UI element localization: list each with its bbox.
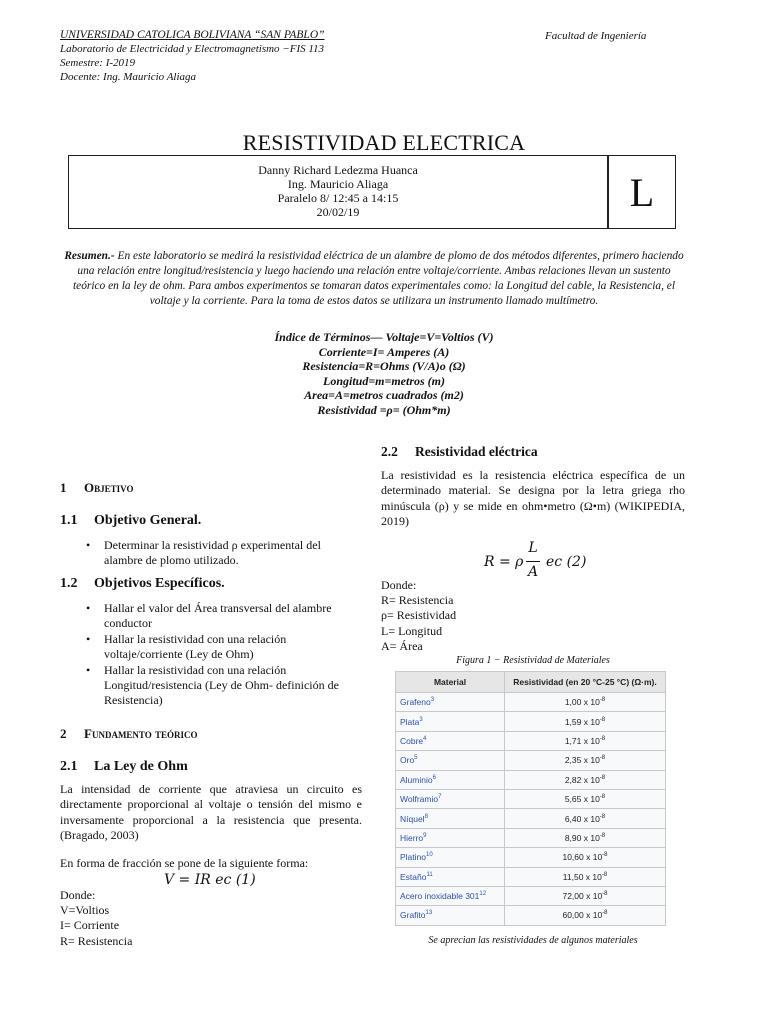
resistivity-cell <box>505 867 666 886</box>
material-name[interactable]: Níquel <box>400 813 425 824</box>
section-title: Objetivo General. <box>94 513 202 528</box>
resistivity-mantissa: 2,35 x 10 <box>564 755 600 766</box>
section-2-1-heading <box>60 759 188 775</box>
material-name-cell[interactable] <box>396 809 505 828</box>
author-line: Danny Richard Ledezma Huanca <box>258 163 418 177</box>
section-2-heading <box>60 726 198 742</box>
equation-1: V = IR ec (1) <box>164 872 256 888</box>
table-row <box>396 828 666 847</box>
resistivity-exponent: -8 <box>602 891 608 898</box>
equation-2 <box>484 540 624 584</box>
section-number: 1.1 <box>60 513 78 528</box>
resistivity-cell <box>505 731 666 750</box>
material-name[interactable]: Grafeno <box>400 697 431 708</box>
resistivity-mantissa: 60,00 x 10 <box>562 910 603 921</box>
resistivity-exponent: -8 <box>599 794 606 801</box>
group-letter: L <box>608 155 676 229</box>
variable-item: I= Corriente <box>60 918 120 933</box>
variable-item: R= Resistencia <box>60 933 133 948</box>
section-title: Objetivos Específicos. <box>94 576 225 591</box>
list-item-text: Hallar la resistividad con una relación voltaje/corriente (Ley de Ohm) <box>104 632 287 661</box>
resistivity-exponent: -8 <box>602 910 608 917</box>
term-line: Area=A=metros cuadrados (m2) <box>304 388 464 403</box>
resistivity-mantissa: 1,00 x 10 <box>564 697 600 708</box>
table-row <box>396 789 666 808</box>
resistivity-exponent: -8 <box>601 871 608 878</box>
material-ref[interactable]: 12 <box>479 891 487 898</box>
list-item-text: Determinar la resistividad ρ experimental del alambre de plomo utilizado. <box>104 538 321 567</box>
section-number: 2.2 <box>381 444 398 459</box>
material-ref[interactable]: 13 <box>425 910 433 917</box>
table-header-row <box>396 672 666 693</box>
index-terms <box>0 330 768 418</box>
page-title: RESISTIVIDAD ELECTRICA <box>242 130 526 155</box>
column-header-material: Material <box>396 672 505 693</box>
material-ref[interactable]: 11 <box>426 871 433 878</box>
resistivity-mantissa: 5,65 x 10 <box>564 794 600 805</box>
resistivity-exponent: -8 <box>599 833 606 840</box>
semester: Semestre: I-2019 <box>60 57 136 69</box>
table-row <box>396 712 666 731</box>
material-name[interactable]: Acero inoxidable 301 <box>400 891 480 902</box>
material-name[interactable]: Oro <box>400 755 415 766</box>
material-ref[interactable]: 3 <box>419 716 423 723</box>
material-name[interactable]: Plata <box>400 716 420 727</box>
resistivity-cell <box>505 751 666 770</box>
section-title: Objetivo <box>84 480 134 495</box>
section-title: Fundamento teórico <box>84 726 198 741</box>
list-item: • Determinar la resistividad ρ experimental del alambre de plomo utilizado. <box>86 538 321 567</box>
section-number: 2.1 <box>60 759 78 774</box>
material-name-cell[interactable] <box>396 770 505 789</box>
material-name[interactable]: Cobre <box>400 735 424 746</box>
teacher: Docente: Ing. Mauricio Aliaga <box>60 71 197 83</box>
specific-objectives-list <box>60 601 360 709</box>
material-ref[interactable]: 6 <box>432 774 436 781</box>
variable-list <box>60 903 132 949</box>
list-item: • Hallar el valor del Área transversal del alambre conductor <box>86 601 332 630</box>
table-row <box>396 848 666 867</box>
list-item: • Hallar la resistividad con una relación Longitud/resistencia (Ley de Ohm- definición de Resistencia) <box>86 663 339 707</box>
table-row <box>396 886 666 905</box>
resistivity-exponent: -8 <box>599 697 606 704</box>
list-item: • Hallar la resistividad con una relación voltaje/corriente (Ley de Ohm) <box>86 632 287 661</box>
variable-item: A= Área <box>381 639 423 654</box>
faculty: Facultad de Ingeniería <box>545 30 647 42</box>
lab-name: Laboratorio de Electricidad y Electromagnetismo −FIS 113 <box>60 43 325 55</box>
material-name-cell[interactable] <box>396 712 505 731</box>
materials-table <box>395 671 666 926</box>
term-line: Resistividad =ρ= (Ohm*m) <box>317 402 451 417</box>
figure-caption: Figura 1 − Resistividad de Materiales <box>456 655 610 666</box>
material-ref[interactable]: 10 <box>426 852 433 859</box>
material-ref[interactable]: 8 <box>424 813 428 820</box>
material-name[interactable]: Wolframio <box>400 794 439 805</box>
material-name-cell[interactable] <box>396 731 505 750</box>
where-label: Donde: <box>60 888 96 902</box>
material-name[interactable]: Aluminio <box>400 774 433 785</box>
material-name-cell[interactable] <box>396 693 505 712</box>
section-1-1-heading <box>60 513 201 529</box>
resistivity-exponent: -8 <box>599 774 606 781</box>
material-ref[interactable]: 9 <box>423 833 427 840</box>
material-name[interactable]: Estaño <box>400 871 427 882</box>
eq2-numerator: L <box>528 540 538 556</box>
resistivity-cell <box>505 770 666 789</box>
abstract <box>62 249 686 309</box>
resistivity-cell <box>505 693 666 712</box>
material-name-cell[interactable] <box>396 789 505 808</box>
eq2-lhs: R = ρ <box>484 554 524 570</box>
material-name[interactable]: Platino <box>400 852 426 863</box>
resistivity-mantissa: 72,00 x 10 <box>562 891 603 902</box>
term-line: Índice de Términos— Voltaje=V=Voltios (V) <box>274 330 494 344</box>
material-ref[interactable]: 7 <box>438 794 442 801</box>
author-line: 20/02/19 <box>316 205 360 219</box>
eq2-denominator: A <box>527 564 539 580</box>
abstract-text: En este laboratorio se medirá la resistividad eléctrica de un alambre de plomo de dos métodos diferentes, primero haciendo una relación entre longitud/resistencia y luego haciendo una relación entre voltaje/corriente. Ambas relaciones llevan un sustento teórico en la ley de ohm. Para ambos experimentos se tomaran datos experimentales como: la Longitud del cable, la Resistencia, el voltaje y la corriente. Para la toma de estos datos se utilizara un instrumento llamado multímetro. <box>72 250 684 307</box>
resistivity-cell <box>505 712 666 731</box>
variable-list <box>381 593 456 655</box>
section-number: 1.2 <box>60 576 78 591</box>
resistivity-cell <box>505 886 666 905</box>
author-lines <box>68 163 608 219</box>
university-name: UNIVERSIDAD CATOLICA BOLIVIANA “SAN PABLO” <box>60 29 325 41</box>
material-name-cell[interactable] <box>396 848 505 867</box>
material-ref[interactable]: 5 <box>414 755 418 762</box>
resistivity-exponent: -8 <box>602 852 608 859</box>
material-ref[interactable]: 3 <box>430 697 435 704</box>
variable-item: ρ= Resistividad <box>381 608 457 623</box>
table-row <box>396 867 666 886</box>
material-name-cell[interactable] <box>396 867 505 886</box>
variable-item: L= Longitud <box>381 623 443 638</box>
resistivity-mantissa: 6,40 x 10 <box>564 813 600 824</box>
resistivity-exponent: -8 <box>599 736 606 743</box>
term-line: Resistencia=R=Ohms (V/A)o (Ω) <box>302 359 466 374</box>
resistivity-mantissa: 11,50 x 10 <box>562 871 602 882</box>
author-line: Paralelo 8/ 12:45 a 14:15 <box>277 191 399 205</box>
section-1-heading <box>60 480 133 496</box>
resistivity-paragraph: La resistividad es la resistencia eléctrica específica de un determinado material. Se designa por la letra griega rho minúscula (ρ) y se mide en ohm•metro (Ω•m) (WIKIPEDIA, 2019) <box>381 468 685 529</box>
resistivity-cell <box>505 828 666 847</box>
resistivity-cell <box>505 848 666 867</box>
header-block <box>60 28 325 84</box>
material-ref[interactable]: 4 <box>423 736 427 743</box>
list-item-text: Hallar el valor del Área transversal del alambre conductor <box>104 601 332 630</box>
resistivity-mantissa: 1,71 x 10 <box>564 735 600 746</box>
table-row <box>396 770 666 789</box>
abstract-label: Resumen.- <box>64 250 115 262</box>
material-name[interactable]: Hierro <box>400 832 424 843</box>
material-name-cell[interactable] <box>396 886 505 905</box>
general-objective-list <box>60 538 360 569</box>
table-row <box>396 731 666 750</box>
section-1-2-heading <box>60 576 225 592</box>
section-number: 1 <box>60 480 67 495</box>
section-title: Resistividad eléctrica <box>415 444 538 459</box>
resistivity-exponent: -8 <box>599 813 606 820</box>
resistivity-cell <box>505 809 666 828</box>
table-row <box>396 693 666 712</box>
resistivity-cell <box>505 789 666 808</box>
column-header-resistivity: Resistividad (en 20 °C-25 °C) (Ω·m). <box>505 672 666 693</box>
section-title: La Ley de Ohm <box>94 759 188 774</box>
section-number: 2 <box>60 726 67 741</box>
material-name-cell[interactable] <box>396 751 505 770</box>
variable-item: V=Voltios <box>60 903 110 917</box>
author-line: Ing. Mauricio Aliaga <box>287 177 389 191</box>
list-item-text: Hallar la resistividad con una relación Longitud/resistencia (Ley de Ohm- definición de Resistencia) <box>104 663 339 707</box>
ohm-law-paragraph: La intensidad de corriente que atraviesa un circuito es directamente proporcional al voltaje o tensión del mismo e inversamente proporcional a la resistencia que presenta. (Bragado, 2003) <box>60 782 362 843</box>
where-label: Donde: <box>381 578 417 592</box>
resistivity-exponent: -8 <box>599 755 606 762</box>
term-line: Corriente=I= Amperes (A) <box>318 344 450 359</box>
resistivity-cell <box>505 906 666 925</box>
eq2-tail: ec (2) <box>546 554 587 570</box>
table-row <box>396 751 666 770</box>
table-row <box>396 809 666 828</box>
eq2-fraction-bar <box>526 561 540 562</box>
material-name[interactable]: Grafito <box>400 910 426 921</box>
fraction-intro: En forma de fracción se pone de la siguiente forma: <box>60 856 309 870</box>
table-row <box>396 906 666 925</box>
resistivity-exponent: -8 <box>599 716 606 723</box>
material-name-cell[interactable] <box>396 828 505 847</box>
table-note: Se aprecian las resistividades de algunos materiales <box>428 935 638 946</box>
material-name-cell[interactable] <box>396 906 505 925</box>
variable-item: R= Resistencia <box>381 593 454 607</box>
section-2-2-heading <box>381 444 538 460</box>
term-line: Longitud=m=metros (m) <box>322 373 445 388</box>
resistivity-mantissa: 1,59 x 10 <box>564 716 600 727</box>
resistivity-mantissa: 10,60 x 10 <box>562 852 603 863</box>
resistivity-mantissa: 8,90 x 10 <box>564 832 600 843</box>
resistivity-mantissa: 2,82 x 10 <box>564 774 600 785</box>
